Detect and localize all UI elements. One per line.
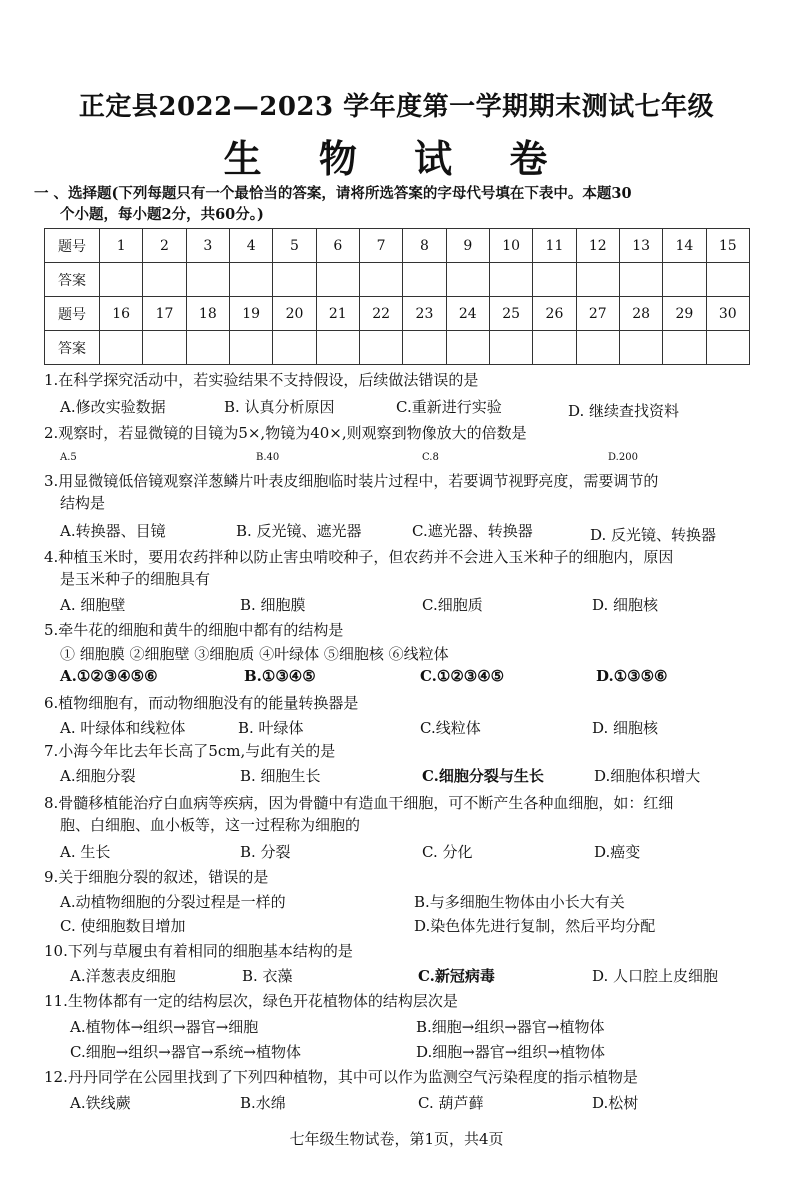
number-cell: 14 [663,229,706,263]
table-row [45,263,750,297]
number-cell: 19 [229,297,272,331]
answer-cell[interactable] [619,331,662,365]
number-cell: 10 [489,229,532,263]
question-9-options-row-1 [60,891,760,913]
question-11-options-row-1 [60,1016,760,1038]
option-b[interactable]: B.细胞→组织→器官→植物体 [416,1018,605,1036]
number-cell: 5 [273,229,316,263]
option-c[interactable]: C.8 [422,452,439,463]
question-5: 5.牵牛花的细胞和黄牛的细胞中都有的结构是 [44,621,344,639]
question-3-line-2: 结构是 [60,494,106,512]
answer-cell[interactable] [100,331,143,365]
number-cell: 26 [533,297,576,331]
question-2: 2.观察时，若显微镜的目镜为5×,物镜为40×,则观察到物像放大的倍数是 [44,424,527,442]
question-10: 10.下列与草履虫有着相同的细胞基本结构的是 [44,942,353,960]
option-c[interactable]: C. 使细胞数目增加 [60,917,186,935]
option-b[interactable]: B. 分裂 [240,843,291,861]
question-1-options [60,396,760,418]
option-c[interactable]: C.线粒体 [420,719,481,737]
question-4 [44,546,756,590]
number-cell: 2 [143,229,186,263]
subject-title: 生 物 试 卷 [223,136,570,181]
question-6: 6.植物细胞有，而动物细胞没有的能量转换器是 [44,694,359,712]
number-cell: 4 [229,229,272,263]
answer-cell[interactable] [663,263,706,297]
option-d[interactable]: D.染色体先进行复制，然后平均分配 [414,917,656,935]
question-6-options [60,717,760,739]
number-cell: 17 [143,297,186,331]
number-cell: 18 [186,297,229,331]
option-b[interactable]: B.与多细胞生物体由小长大有关 [414,893,625,911]
exam-title: 正定县2022—2023 学年度第一学期期末测试七年级 [78,92,715,122]
number-cell: 11 [533,229,576,263]
number-cell: 30 [706,297,749,331]
option-c[interactable]: C.遮光器、转换器 [412,522,533,540]
option-d[interactable]: D.松树 [592,1094,639,1112]
answer-cell[interactable] [143,263,186,297]
number-cell: 7 [359,229,402,263]
answer-cell[interactable] [316,331,359,365]
table-row [45,297,750,331]
answer-cell[interactable] [359,263,402,297]
answer-cell[interactable] [316,263,359,297]
option-d[interactable]: D.细胞→器官→组织→植物体 [416,1043,605,1061]
option-b[interactable]: B.水绵 [240,1094,286,1112]
answer-cell[interactable] [359,331,402,365]
option-c[interactable]: C. 分化 [422,843,473,861]
number-cell: 12 [576,229,619,263]
answer-cell[interactable] [229,263,272,297]
label-answer: 答案 [45,331,100,365]
question-8-options [60,841,760,863]
option-c[interactable]: C. 葫芦藓 [418,1094,484,1112]
option-a[interactable]: A. 细胞壁 [60,596,126,614]
option-c[interactable]: C.细胞→组织→器官→系统→植物体 [70,1043,301,1061]
number-cell: 23 [403,297,446,331]
answer-cell[interactable] [446,263,489,297]
answer-cell[interactable] [403,331,446,365]
option-c[interactable]: C.新冠病毒 [418,967,495,985]
section-instructions [34,183,764,225]
option-a[interactable]: A.5 [60,452,77,463]
question-1: 1.在科学探究活动中，若实验结果不支持假设，后续做法错误的是 [44,371,479,389]
question-11-options-row-2 [60,1041,760,1063]
question-3-options [60,520,760,542]
option-c[interactable]: C.细胞分裂与生长 [422,767,544,785]
option-b[interactable]: B. 认真分析原因 [224,398,335,416]
option-d[interactable]: D. 人口腔上皮细胞 [592,967,719,985]
option-d[interactable]: D.①③⑤⑥ [596,667,668,685]
number-cell: 24 [446,297,489,331]
label-answer: 答案 [45,263,100,297]
question-8-line-1: 8.骨髓移植能治疗白血病等疾病，因为骨髓中有造血干细胞，可不断产生各种血细胞，如：红细 [44,794,674,812]
option-a[interactable]: A.洋葱表皮细胞 [70,967,176,985]
number-cell: 25 [489,297,532,331]
answer-cell[interactable] [229,331,272,365]
option-c[interactable]: C.重新进行实验 [396,398,502,416]
answer-cell[interactable] [446,331,489,365]
option-d[interactable]: D. 细胞核 [592,596,659,614]
option-a[interactable]: A.细胞分裂 [60,767,136,785]
answer-cell[interactable] [533,331,576,365]
question-8 [44,792,756,836]
option-a[interactable]: A.①②③④⑤⑥ [60,667,158,685]
answer-cell[interactable] [619,263,662,297]
answer-cell[interactable] [533,263,576,297]
structure-list: ① 细胞膜 ②细胞壁 ③细胞质 ④叶绿体 ⑤细胞核 ⑥线粒体 [60,645,449,663]
question-12: 12.丹丹同学在公园里找到了下列四种植物，其中可以作为监测空气污染程度的指示植物是 [44,1068,638,1086]
number-cell: 3 [186,229,229,263]
number-cell: 8 [403,229,446,263]
option-a[interactable]: A.植物体→组织→器官→细胞 [70,1018,259,1036]
answer-cell[interactable] [663,331,706,365]
option-b[interactable]: B. 叶绿体 [238,719,304,737]
option-b[interactable]: B. 反光镜、遮光器 [236,522,362,540]
number-cell: 29 [663,297,706,331]
number-cell: 9 [446,229,489,263]
question-11: 11.生物体都有一定的结构层次，绿色开花植物体的结构层次是 [44,992,458,1010]
answer-cell[interactable] [273,263,316,297]
number-cell: 28 [619,297,662,331]
question-3 [44,470,756,514]
question-4-line-2: 是玉米种子的细胞具有 [60,570,211,588]
option-d[interactable]: D.200 [608,452,638,463]
option-d[interactable]: D. 细胞核 [592,719,659,737]
question-7-options [60,765,760,787]
section-line-2: 个小题，每小题2分，共60分。) [60,206,264,223]
option-d[interactable]: D. 反光镜、转换器 [590,526,717,544]
option-d[interactable]: D.细胞体积增大 [594,767,701,785]
answer-cell[interactable] [706,263,749,297]
option-c[interactable]: C.①②③④⑤ [420,667,505,685]
answer-cell[interactable] [403,263,446,297]
number-cell: 1 [100,229,143,263]
question-3-line-1: 3.用显微镜低倍镜观察洋葱鳞片叶表皮细胞临时装片过程中，若要调节视野亮度，需要调节的 [44,472,659,490]
option-a[interactable]: A.转换器、目镜 [60,522,166,540]
answer-cell[interactable] [273,331,316,365]
section-line-1: 一 、选择题(下列每题只有一个最恰当的答案，请将所选答案的字母代号填在下表中。本题30 [34,185,632,202]
option-d[interactable]: D. 继续查找资料 [568,402,680,420]
option-b[interactable]: B. 衣藻 [242,967,293,985]
number-cell: 27 [576,297,619,331]
option-b[interactable]: B.①③④⑤ [244,667,316,685]
question-4-options [60,594,760,616]
question-12-options [60,1092,760,1114]
answer-cell[interactable] [576,331,619,365]
answer-cell[interactable] [706,331,749,365]
question-8-line-2: 胞、白细胞、血小板等，这一过程称为细胞的 [60,816,361,834]
option-b[interactable]: B. 细胞膜 [240,596,306,614]
question-5-items [60,643,760,665]
answer-cell[interactable] [489,331,532,365]
question-5-options [60,667,760,689]
number-cell: 16 [100,297,143,331]
option-a[interactable]: A. 生长 [60,843,111,861]
question-4-line-1: 4.种植玉米时，要用农药拌种以防止害虫啃咬种子，但农药并不会进入玉米种子的细胞内，原因 [44,548,674,566]
option-a[interactable]: A.铁线蕨 [70,1094,131,1112]
option-a[interactable]: A.修改实验数据 [60,398,166,416]
option-a[interactable]: A. 叶绿体和线粒体 [60,719,186,737]
page-footer: 七年级生物试卷，第1页，共4页 [289,1130,504,1148]
question-7: 7.小海今年比去年长高了5cm,与此有关的是 [44,742,336,760]
table-row [45,331,750,365]
answer-cell[interactable] [186,263,229,297]
number-cell: 6 [316,229,359,263]
number-cell: 20 [273,297,316,331]
number-cell: 13 [619,229,662,263]
option-d[interactable]: D.癌变 [594,843,641,861]
option-b[interactable]: B. 细胞生长 [240,767,321,785]
answer-cell[interactable] [186,331,229,365]
label-number: 题号 [45,297,100,331]
number-cell: 15 [706,229,749,263]
number-cell: 21 [316,297,359,331]
question-9-options-row-2 [60,915,760,937]
number-cell: 22 [359,297,402,331]
option-b[interactable]: B.40 [256,452,280,463]
option-c[interactable]: C.细胞质 [422,596,483,614]
question-10-options [60,965,760,987]
answer-cell[interactable] [100,263,143,297]
answer-table [44,228,750,365]
answer-cell[interactable] [489,263,532,297]
table-row [45,229,750,263]
answer-cell[interactable] [143,331,186,365]
answer-cell[interactable] [576,263,619,297]
option-a[interactable]: A.动植物细胞的分裂过程是一样的 [60,893,286,911]
question-9: 9.关于细胞分裂的叙述，错误的是 [44,868,269,886]
label-number: 题号 [45,229,100,263]
